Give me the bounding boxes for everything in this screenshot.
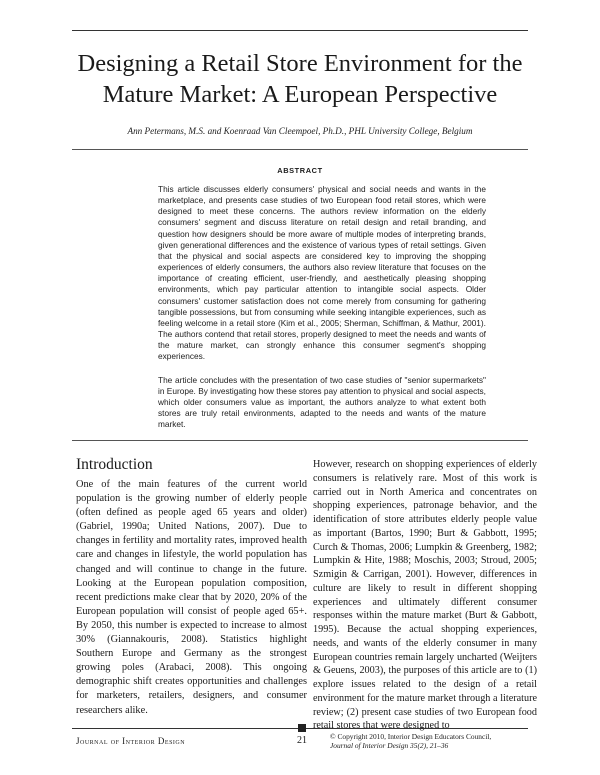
journal-name: Journal of Interior Design <box>76 736 186 746</box>
abstract-body <box>158 184 486 442</box>
intro-paragraph: One of the main features of the current world population is the growing number of elderly people (often defined as people aged 65 years and older) (Gabriel, 1990a; United Nations, 2007). Due to changes in fertility and mortality rates, improved health care and changes in lifestyle, the world population has changed and will continue to change in the future. Looking at the European population composition, recent predictions make clear that by 2020, 20% of the European population will consist of people aged 65+. By 2050, this number is expected to increase to almost 30% (Giannakouris, 2008). Statistics highlight Southern Europe and Germany as the strongest growing poles (Arabaci, 2008). This ongoing demographic shift creates opportunities and challenges for marketers, retailers, designers, and consumer researchers alike. <box>76 479 307 716</box>
section-heading-introduction: Introduction <box>76 456 153 473</box>
header-rule <box>72 30 528 31</box>
abstract-paragraph-2: The article concludes with the presentation of two case studies of "senior supermarkets" in Europe. By investigating how these stores pay attention to physical and social aspects, which older consumers value as important, the authors analyze to what extent both stores are truly retail environments, adapted to the needs and wants of the mature market. <box>158 374 486 430</box>
title-line-1: Designing a Retail Store Environment for the <box>77 50 523 77</box>
copyright-notice <box>330 732 540 750</box>
page-number: 21 <box>297 735 307 746</box>
title-line-2: Mature Market: A European Perspective <box>102 81 498 108</box>
article-title <box>40 48 560 110</box>
body-column-left <box>76 456 307 718</box>
abstract-paragraph-1: This article discusses elderly consumers' physical and social needs and wants in the marketplace, and presents case studies of two European food retail stores, which were designed to meet these concerns. The authors review information on the elderly consumers' segment and discuss literature on retail design and retail branding, and question how designers should be more aware of multiple modes of interpreting brands, given generational differences and the existence of various types of retail settings. Given that the physical and social aspects are considered key to improving the shopping experiences of elderly consumers, the authors also review literature that focuses on the importance of creating efficient, user-friendly, and aesthetically pleasing shopping environments, which pay particular attention to intangible social aspects. Older consumers' customer satisfaction does not come merely from consuming for gathering tangible possessions, but from consuming while seeking intangible experiences, such as feeling welcome in a retail store (Kim et al., 2005; Sherman, Schiffman, & Mathur, 2001). The authors contend that retail stores, properly designed to meet the needs and wants of the mature market, can strongly enhance this consumer segment's shopping experiences. <box>158 184 486 362</box>
footer-marker-square <box>298 724 306 732</box>
authors-divider <box>72 149 528 150</box>
copyright-line-1: © Copyright 2010, Interior Design Educators Council, <box>330 732 492 741</box>
citation-line: Journal of Interior Design 35(2), 21–36 <box>330 741 449 751</box>
research-paragraph: However, research on shopping experiences of elderly consumers is relatively rare. Most of this work is carried out in North America and concentrates on shopping experiences, patronage behavior, and the identification of store attributes elderly people value as important (Bartos, 1990; Burt & Gabbott, 1995; Curch & Thomas, 2006; Lumpkin & Greenberg, 1982; Lumpkin & Hite, 1988; Moschis, 2003; Stroud, 2005; Szmigin & Carrigan, 2001). However, differences in culture are likely to result in different shopping experiences and ultimately different consumer responses within the mature market (Burt & Gabbott, 1995). Because the actual shopping experiences, needs, and wants of the elderly consumer in many European countries remain largely uncharted (Weijters & Geuens, 2003), the purposes of this article are to (1) explore issues related to the design of a retail environment for the mature market through a literature review; (2) present case studies of two European food retail stores that were designed to <box>313 459 537 732</box>
body-column-right <box>313 458 537 733</box>
abstract-heading: ABSTRACT <box>277 166 323 175</box>
author-line: Ann Petermans, M.S. and Koenraad Van Cleempoel, Ph.D., PHL University College, Belgium <box>127 126 473 136</box>
abstract-divider <box>72 440 528 441</box>
